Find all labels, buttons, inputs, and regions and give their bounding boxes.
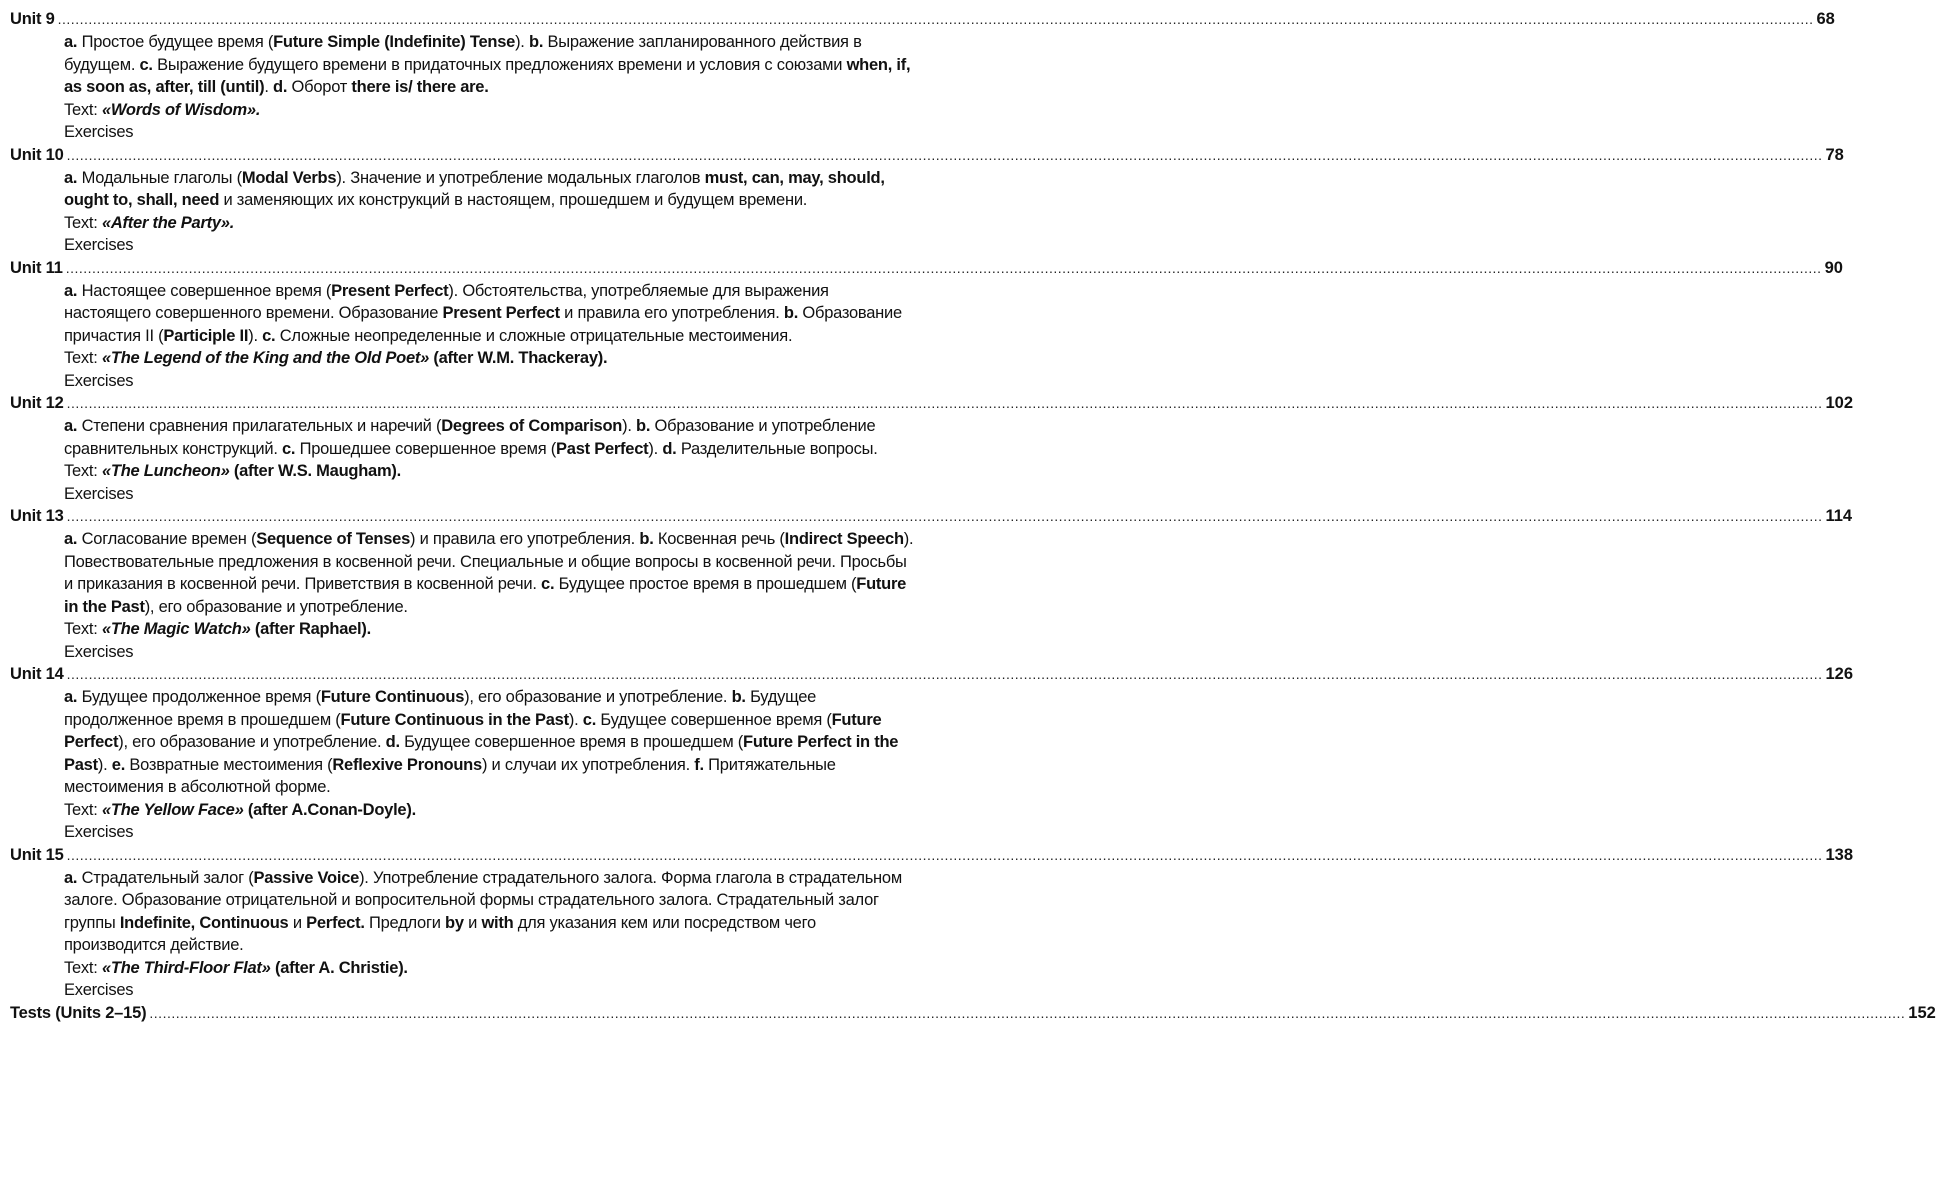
exercises-label: Exercises	[64, 642, 134, 661]
bold-term: a.	[64, 688, 78, 706]
description-text: Выражение будущего времени в придаточных предложениях времени и условия с союзами	[152, 55, 847, 74]
reading-text-line	[64, 618, 914, 641]
unit-description	[64, 528, 914, 618]
dot-leader: ................................................................................................................................................................................................................................................................................................................................................................................................................	[66, 146, 1823, 163]
description-text: Образование и употребление сравнительных конструкций.	[64, 417, 876, 458]
exercises-label: Exercises	[64, 981, 134, 999]
bold-term: a.	[64, 281, 78, 300]
bold-term: Past Perfect	[556, 439, 649, 458]
description-text: ). Повествовательные предложения в косвенной речи. Специальные и общие вопросы в косвенной речи. Просьбы и приказания в косвенной речи. Приветствия в косвенной речи.	[64, 530, 914, 593]
unit-description	[64, 31, 914, 99]
bold-term: by	[445, 913, 464, 932]
description-text: ) и случаи их употребления.	[481, 755, 695, 774]
dot-leader: ................................................................................................................................................................................................................................................................................................................................................................................................................	[65, 259, 1822, 276]
description-text: ) и правила его употребления.	[410, 530, 640, 548]
unit-title: Unit 12	[10, 394, 64, 412]
bold-term: Indefinite, Continuous	[119, 913, 289, 932]
description-text: ).	[97, 755, 112, 774]
unit-body	[64, 415, 914, 505]
bold-term: a.	[64, 530, 78, 548]
page-number: 102	[1825, 394, 1854, 412]
reading-text-line	[64, 957, 914, 980]
exercises-label: Exercises	[64, 823, 134, 841]
reading-text-author: (after W.S. Maugham).	[229, 462, 401, 480]
bold-term: c.	[139, 55, 153, 74]
bold-term: Indirect Speech	[784, 530, 904, 548]
exercises-label: Exercises	[64, 484, 134, 503]
reading-text-line	[64, 99, 914, 122]
bold-term: c.	[541, 575, 555, 593]
description-text: и	[288, 913, 307, 932]
text-label: Text:	[64, 958, 102, 977]
bold-term: d.	[662, 439, 677, 458]
bold-term: Participle II	[163, 326, 249, 345]
text-label: Text:	[64, 800, 102, 819]
description-text: ).	[568, 710, 583, 729]
unit-title: Tests (Units 2–15)	[10, 1003, 147, 1022]
reading-text-line	[64, 799, 914, 822]
bold-term: Future Perfect	[64, 710, 882, 751]
bold-term: Future Continuous in the Past	[340, 710, 569, 729]
page-number: 114	[1825, 507, 1853, 525]
bold-term: b.	[636, 417, 651, 435]
text-label: Text:	[64, 100, 102, 119]
text-label: Text:	[64, 349, 102, 367]
unit-title: Unit 15	[10, 845, 64, 864]
bold-term: with	[481, 913, 514, 932]
unit-body	[64, 31, 914, 144]
bold-term: Reflexive Pronouns	[332, 755, 482, 774]
description-text: Будущее совершенное время (	[596, 710, 832, 729]
description-text: ). Употребление страдательного залога. Форма глагола в страдательном залоге. Образование отрицательной и вопросительной формы страдательного залога. Страдательный залог группы	[64, 868, 902, 932]
description-text: Прошедшее совершенное время (	[295, 439, 557, 458]
unit-description	[64, 280, 914, 348]
reading-text-author: (after A.Conan-Doyle).	[243, 800, 416, 819]
bold-term: Modal Verbs	[241, 168, 337, 187]
bold-term: b.	[639, 530, 654, 548]
description-text: Страдательный залог (	[77, 868, 254, 887]
bold-term: Present Perfect	[331, 281, 449, 300]
unit-body	[64, 280, 914, 393]
bold-term: when, if, as soon as, after, till (until)	[64, 55, 911, 96]
unit-body	[64, 528, 914, 663]
bold-term: a.	[64, 168, 78, 187]
bold-term: Perfect.	[306, 913, 365, 932]
description-text: Настоящее совершенное время (	[77, 281, 332, 300]
bold-term: b.	[528, 33, 544, 51]
page-number: 68	[1816, 10, 1835, 28]
reading-text-title: «The Magic Watch»	[101, 620, 251, 638]
toc-entry	[0, 144, 1844, 257]
bold-term: e.	[111, 755, 126, 774]
dot-leader: ................................................................................................................................................................................................................................................................................................................................................................................................................	[149, 1004, 1906, 1021]
description-text: Будущее продолженное время в прошедшем (	[64, 688, 817, 729]
toc-entry-heading	[10, 663, 1854, 686]
toc-entry-heading	[10, 844, 1854, 867]
reading-text-title: «Words of Wisdom».	[101, 100, 261, 119]
bold-term: Passive Voice	[253, 868, 360, 887]
bold-term: b.	[783, 304, 799, 322]
dot-leader: ................................................................................................................................................................................................................................................................................................................................................................................................................	[66, 395, 1823, 411]
reading-text-title: «The Legend of the King and the Old Poet»	[101, 349, 430, 367]
unit-body	[64, 867, 914, 1002]
page-number: 138	[1825, 845, 1854, 864]
description-text: ).	[515, 33, 529, 51]
bold-term: Degrees of Comparison	[441, 417, 623, 435]
dot-leader: ................................................................................................................................................................................................................................................................................................................................................................................................................	[66, 666, 1823, 682]
description-text: и	[463, 913, 482, 932]
description-text: для указания кем или посредством чего производится действие.	[64, 913, 816, 954]
bold-term: d.	[273, 78, 288, 96]
exercises-label: Exercises	[64, 236, 134, 254]
description-text: ). Обстоятельства, употребляемые для выражения настоящего совершенного времени. Образование	[64, 281, 829, 322]
toc-entry-heading	[10, 1002, 1936, 1025]
description-text: ).	[622, 417, 637, 435]
description-text: Возвратные местоимения (	[125, 755, 333, 774]
bold-term: Future Continuous	[320, 688, 465, 706]
description-text: Сложные неопределенные и сложные отрицательные местоимения.	[275, 326, 793, 345]
description-text: .	[264, 78, 274, 96]
bold-term: must, can, may, should, ought to, shall, need	[64, 168, 885, 209]
description-text: Выражение запланированного действия в будущем.	[64, 33, 862, 74]
reading-text-title: «The Yellow Face»	[101, 800, 244, 819]
page-number: 152	[1908, 1003, 1936, 1022]
page-number: 126	[1825, 665, 1854, 683]
bold-term: a.	[64, 868, 78, 887]
bold-term: a.	[64, 417, 78, 435]
bold-term: Present Perfect	[442, 304, 560, 322]
unit-title: Unit 13	[10, 507, 64, 525]
unit-title: Unit 14	[10, 665, 64, 683]
reading-text-author: (after W.M. Thackeray).	[429, 349, 608, 367]
bold-term: a.	[64, 33, 78, 51]
bold-term: Future in the Past	[64, 575, 907, 616]
description-text: и правила его употребления.	[559, 304, 784, 322]
reading-text-line	[64, 347, 914, 370]
toc-entry	[0, 844, 1854, 1002]
exercises-label: Exercises	[64, 123, 134, 141]
toc-entry	[0, 392, 1854, 505]
bold-term: c.	[582, 710, 597, 729]
reading-text-line	[64, 460, 914, 483]
bold-term: Future Perfect in the Past	[64, 733, 899, 774]
bold-term: d.	[385, 733, 400, 751]
description-text: Образование причастия II (	[64, 304, 902, 345]
exercises-label: Exercises	[64, 371, 134, 390]
description-text: Притяжательные местоимения в абсолютной форме.	[64, 755, 836, 796]
bold-term: Future Simple (Indefinite) Tense	[273, 33, 516, 51]
page-number: 90	[1824, 258, 1843, 277]
description-text: Степени сравнения прилагательных и наречий (	[77, 417, 442, 435]
description-text: Простое будущее время (	[77, 33, 274, 51]
unit-title: Unit 11	[10, 258, 63, 277]
description-text: Будущее простое время в прошедшем (	[554, 575, 857, 593]
description-text: ), его образование и употребление.	[118, 733, 386, 751]
bold-term: b.	[731, 688, 746, 706]
reading-text-author: (after Raphael).	[250, 620, 371, 638]
toc-entry-heading	[10, 392, 1854, 415]
description-text: и заменяющих их конструкций в настоящем, прошедшем и будущем времени.	[219, 191, 808, 209]
dot-leader: ................................................................................................................................................................................................................................................................................................................................................................................................................	[66, 846, 1823, 863]
description-text: ).	[248, 326, 263, 345]
toc-entry	[0, 257, 1843, 393]
unit-description	[64, 686, 914, 799]
description-text: Оборот	[287, 78, 352, 96]
toc-entry	[0, 663, 1854, 844]
reading-text-title: «After the Party».	[101, 213, 235, 232]
unit-description	[64, 415, 914, 460]
description-text: ), его образование и употребление.	[464, 688, 732, 706]
description-text: ), его образование и употребление.	[144, 597, 408, 616]
toc-entry-heading	[10, 144, 1844, 167]
text-label: Text:	[64, 213, 102, 232]
reading-text-line	[64, 212, 914, 235]
bold-term: f.	[694, 755, 704, 774]
toc-entry	[0, 8, 1835, 144]
reading-text-title: «The Luncheon»	[101, 462, 230, 480]
unit-description	[64, 867, 914, 957]
description-text: Будущее совершенное время в прошедшем (	[399, 733, 744, 751]
dot-leader: ................................................................................................................................................................................................................................................................................................................................................................................................................	[66, 508, 1823, 524]
toc-entry-heading	[10, 505, 1853, 528]
bold-term: Sequence of Tenses	[256, 530, 411, 548]
description-text: Разделительные вопросы.	[676, 439, 878, 458]
reading-text-title: «The Third-Floor Flat»	[101, 958, 271, 977]
bold-term: c.	[282, 439, 296, 458]
description-text: ).	[648, 439, 663, 458]
description-text: Модальные глаголы (	[77, 168, 242, 187]
description-text: Косвенная речь (	[653, 530, 785, 548]
description-text: ). Значение и употребление модальных глаголов	[336, 168, 705, 187]
toc-entry-tests	[0, 1002, 1936, 1025]
unit-body	[64, 686, 914, 844]
description-text: Предлоги	[364, 913, 446, 932]
unit-description	[64, 167, 914, 212]
description-text: Согласование времен (	[77, 530, 257, 548]
dot-leader: ................................................................................................................................................................................................................................................................................................................................................................................................................	[57, 11, 1814, 27]
text-label: Text:	[64, 462, 102, 480]
description-text: Будущее продолженное время (	[77, 688, 321, 706]
reading-text-author: (after A. Christie).	[270, 958, 408, 977]
unit-title: Unit 10	[10, 145, 64, 164]
unit-title: Unit 9	[10, 10, 55, 28]
toc-entry	[0, 505, 1853, 663]
page-number: 78	[1825, 145, 1844, 164]
toc-entry-heading	[10, 257, 1843, 280]
unit-body	[64, 167, 914, 257]
toc-entry-heading	[10, 8, 1835, 31]
bold-term: c.	[262, 326, 276, 345]
bold-term: there is/ there are.	[351, 78, 489, 96]
text-label: Text:	[64, 620, 102, 638]
